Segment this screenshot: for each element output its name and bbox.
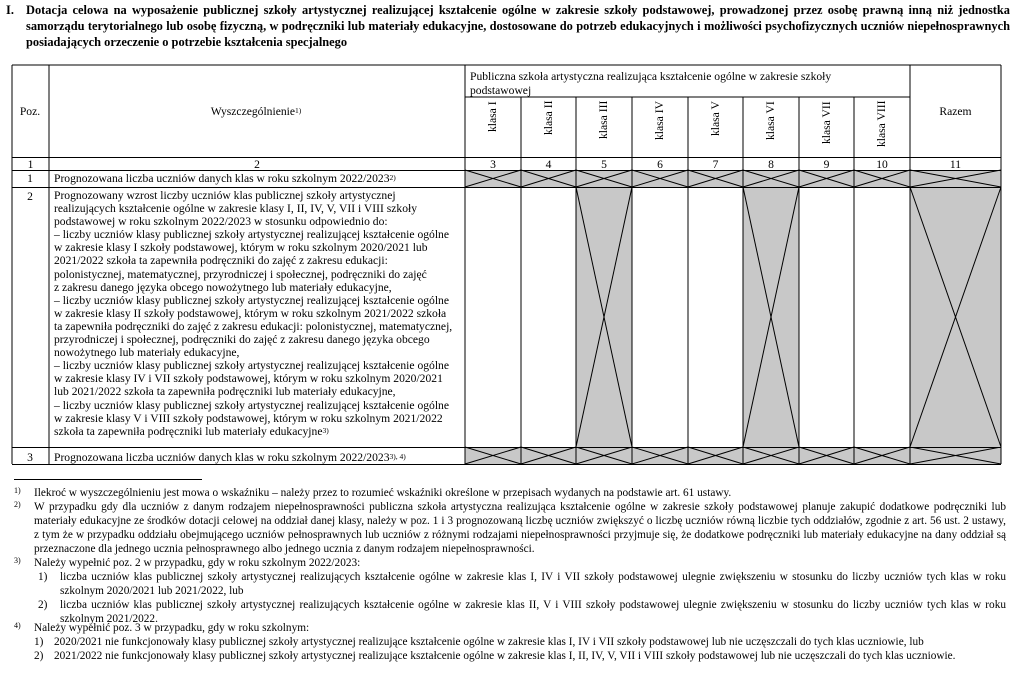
row-2-line-4: – liczby uczniów klasy publicznej szkoły artystycznej realizującej kształcenie ogólne xyxy=(54,228,449,242)
row-2-line-7: polonistycznej, matematycznej, przyrodniczej i społecznej, podręczniki do zajęć xyxy=(54,267,427,281)
footnote-3-item-1-num: 1) xyxy=(38,571,48,583)
column-number-6: 6 xyxy=(657,158,663,171)
row-2-line-18: w zakresie klasy V i VIII szkoły podstawowej, którym w roku szkolnym 2021/2022 xyxy=(54,411,443,425)
footnote-2 xyxy=(14,500,1006,556)
row-3-poz: 3 xyxy=(27,451,33,464)
column-number-9: 9 xyxy=(823,158,830,171)
row-2-line-6: 2021/2022 szkoła ta zapewniła podręczniki do zajęć z zakresu edukacji: xyxy=(54,254,388,268)
row-1-poz: 1 xyxy=(27,172,33,185)
column-number-10: 10 xyxy=(876,158,888,171)
row-2-line-16: lub 2021/2022 szkoła ta zapewniła podręczniki lub materiały edukacyjne, xyxy=(54,385,396,399)
footnote-3-mark: 3) xyxy=(14,556,21,565)
footnote-4-item-1 xyxy=(34,635,1006,649)
row-2-line-17: – liczby uczniów klasy publicznej szkoły artystycznej realizującej kształcenie ogólne xyxy=(54,398,449,412)
row-3-sup: 3), 4) xyxy=(389,452,406,461)
footnote-1-mark: 1) xyxy=(14,486,21,495)
footnote-4-item-1-num: 1) xyxy=(34,636,44,648)
row-2-poz: 2 xyxy=(27,190,33,203)
column-number-7: 7 xyxy=(712,158,719,171)
row-2-desc xyxy=(54,189,474,438)
row-2-line-12: przyrodniczej i społecznej, podręczniki do zajęć z zakresu danego języka obcego xyxy=(54,333,430,347)
class-header-5: klasa V xyxy=(708,101,722,136)
class-header-1: klasa I xyxy=(486,101,499,132)
footnote-4 xyxy=(14,621,1006,663)
row-2-line-19: szkoła ta zapewniła podręczniki lub materiały edukacyjne$^{3)}$ xyxy=(54,424,329,438)
class-header-6: klasa VI xyxy=(764,101,777,140)
row-2-line-5: w zakresie klasy I szkoły podstawowej, którym w roku szkolnym 2020/2021 lub xyxy=(54,241,428,255)
row-1-sup: 2) xyxy=(389,173,396,182)
row-1-text: Prognozowana liczba uczniów danych klas w roku szkolnym 2022/2023 xyxy=(54,172,390,185)
class-header-2: klasa II xyxy=(541,101,555,136)
group-header: Publiczna szkoła artystyczna realizująca kształcenie ogólne w zakresie szkoły podstawowej xyxy=(470,70,832,97)
row-2-line-8: z zakresu danego języka obcego nowożytnego lub materiały edukacyjne, xyxy=(54,280,392,294)
footnote-4-mark: 4) xyxy=(14,621,21,630)
footnote-3-text: Należy wypełnić poz. 2 w przypadku, gdy w roku szkolnym 2022/2023: xyxy=(34,557,361,569)
footnote-4-item-2 xyxy=(34,649,1006,663)
class-header-7: klasa VII xyxy=(819,101,833,144)
row-2-line-3: podstawowej w roku szkolnym 2022/2023 w stosunku odpowiednio do: xyxy=(54,215,388,229)
column-number-11: 11 xyxy=(949,158,962,171)
footnote-1 xyxy=(14,486,1006,500)
column-number-2: 2 xyxy=(254,158,260,171)
footnote-4-item-2-num: 2) xyxy=(34,650,44,662)
footnote-3-body xyxy=(34,556,1006,626)
footnote-4-text: Należy wypełnić poz. 3 w przypadku, gdy w roku szkolnym: xyxy=(34,622,310,634)
row-3-desc xyxy=(54,451,464,464)
row-2-line-14: – liczby uczniów klasy publicznej szkoły artystycznej realizującej kształcenie ogólne xyxy=(54,359,449,373)
footnote-3 xyxy=(14,556,1006,626)
column-number-5: 5 xyxy=(601,158,607,171)
row-2-line-13: nowożytnego lub materiały edukacyjne, xyxy=(54,346,240,360)
row-2-line-11: ta zapewniła podręczniki do zajęć z zakresu edukacji: polonistycznej, matematycznej, xyxy=(54,319,453,333)
section-title: Dotacja celowa na wyposażenie publicznej szkoły artystycznej realizującej kształcenie ogólne w zakresie szkoły podstawowej, prowadzonej przez osobę prawną inną niż jednostka samorządu terytorialnego lub osobę fizyczną, w podręczniki lub materiały edukacyjne, dostosowane do potrzeb edukacyjnych i możliwości psychofizycznych uczniów niepełnosprawnych posiadających orzeczenie o potrzebie kształcenia specjalnego xyxy=(26,3,1010,49)
column-number-8: 8 xyxy=(768,158,774,171)
footnote-2-text: W przypadku gdy dla uczniów z danym rodzajem niepełnosprawności publiczna szkoła artystyczna realizująca kształcenie ogólne w zakresie szkoły podstawowej planuje zakupić dodatkowe podręczniki lub materiały edukacyjne ze środków dotacji celowej na oddział danej klasy, należy w poz. 1 i 3 prognozowaną liczbę uczniów zwiększyć o liczbę uczniów równą liczbie tych oddziałów, zgodnie z art. 56 ust. 2 ustawy, z tym że w przypadku oddziału obejmującego uczniów pełnosprawnych lub uczniów z różnymi rodzajami niepełnosprawności przyjmuje się, że dodatkowe podręczniki lub materiały edukacyjne na dany oddział są przeznaczone dla jednego ucznia pełnosprawnego albo jednego ucznia z danym rodzajem niepełnosprawności. xyxy=(34,501,1006,555)
section-number: I. xyxy=(6,3,14,17)
footnote-3-item-2-text: liczba uczniów klas publicznej szkoły artystycznej realizujących kształcenie ogólne w zakresie klas II, V i VIII szkoły podstawowej ulegnie zwiększeniu w stosunku do liczby uczniów tych klas w roku szkolnym 2021/2022. xyxy=(60,599,1006,625)
class-header-3: klasa III xyxy=(597,101,610,140)
column-number-1: 1 xyxy=(27,158,34,171)
footnote-3-item-1 xyxy=(34,570,1006,598)
class-header-8: klasa VIII xyxy=(875,101,888,148)
row-2-sup: 3) xyxy=(322,425,329,435)
col-desc-header xyxy=(49,105,463,118)
row-2-line-1: Prognozowany wzrost liczby uczniów klas publicznej szkoły artystycznej xyxy=(54,189,396,202)
row-3-text: Prognozowana liczba uczniów danych klas w roku szkolnym 2022/2023 xyxy=(54,451,390,464)
footnote-separator xyxy=(14,479,202,480)
col-desc-sup: 1) xyxy=(295,106,302,115)
col-desc-label: Wyszczególnienie xyxy=(210,105,296,118)
footnote-4-item-1-text: 2020/2021 nie funkcjonowały klasy publicznej szkoły artystycznej realizujące kształcenie ogólne w zakresie klas I, IV i VII szkoły podstawowej lub nie uczęszczali do tych klas uczniowie, lub xyxy=(54,636,924,648)
class-header-4: klasa IV xyxy=(653,101,666,140)
footnote-1-text: Ilekroć w wyszczególnieniu jest mowa o wskaźniku – należy przez to rozumieć wskaźniki określone w przepisach wydanych na podstawie art. 61 ustawy. xyxy=(34,487,732,499)
col-poz-header: Poz. xyxy=(19,105,41,118)
column-number-4: 4 xyxy=(545,158,552,171)
col-total-header: Razem xyxy=(939,105,972,118)
footnote-4-item-2-text: 2021/2022 nie funkcjonowały klasy publicznej szkoły artystycznej realizujące kształcenie ogólne w zakresie klas I, II, IV, V, VII i VIII szkoły podstawowej lub nie uczęszczali do tych klas uczniowie. xyxy=(54,650,956,662)
column-number-3: 3 xyxy=(490,158,496,171)
row-2-line-2: realizujących kształcenie ogólne w zakresie klasy I, II, IV, V, VII i VIII szkoły xyxy=(54,202,418,216)
row-2-line-10: w zakresie klasy II szkoły podstawowej, którym w roku szkolnym 2021/2022 szkoła xyxy=(54,306,447,320)
footnote-3-item-2-num: 2) xyxy=(38,599,48,611)
footnote-3-item-1-text: liczba uczniów klas publicznej szkoły artystycznej realizujących kształcenie ogólne w zakresie klas I, IV i VII szkoły podstawowej ulegnie zwiększeniu w stosunku do liczby uczniów tych klas w roku szkolnym 2020/2021 lub 2021/2022, lub xyxy=(60,571,1006,597)
footnote-2-mark: 2) xyxy=(14,500,21,509)
row-1-desc xyxy=(54,172,464,185)
row-2-line-15: w zakresie klasy IV i VII szkoły podstawowej, którym w roku szkolnym 2020/2021 xyxy=(54,372,443,386)
row-2-line-9: – liczby uczniów klasy publicznej szkoły artystycznej realizującej kształcenie ogólne xyxy=(54,293,449,307)
footnote-4-body xyxy=(34,621,1006,663)
